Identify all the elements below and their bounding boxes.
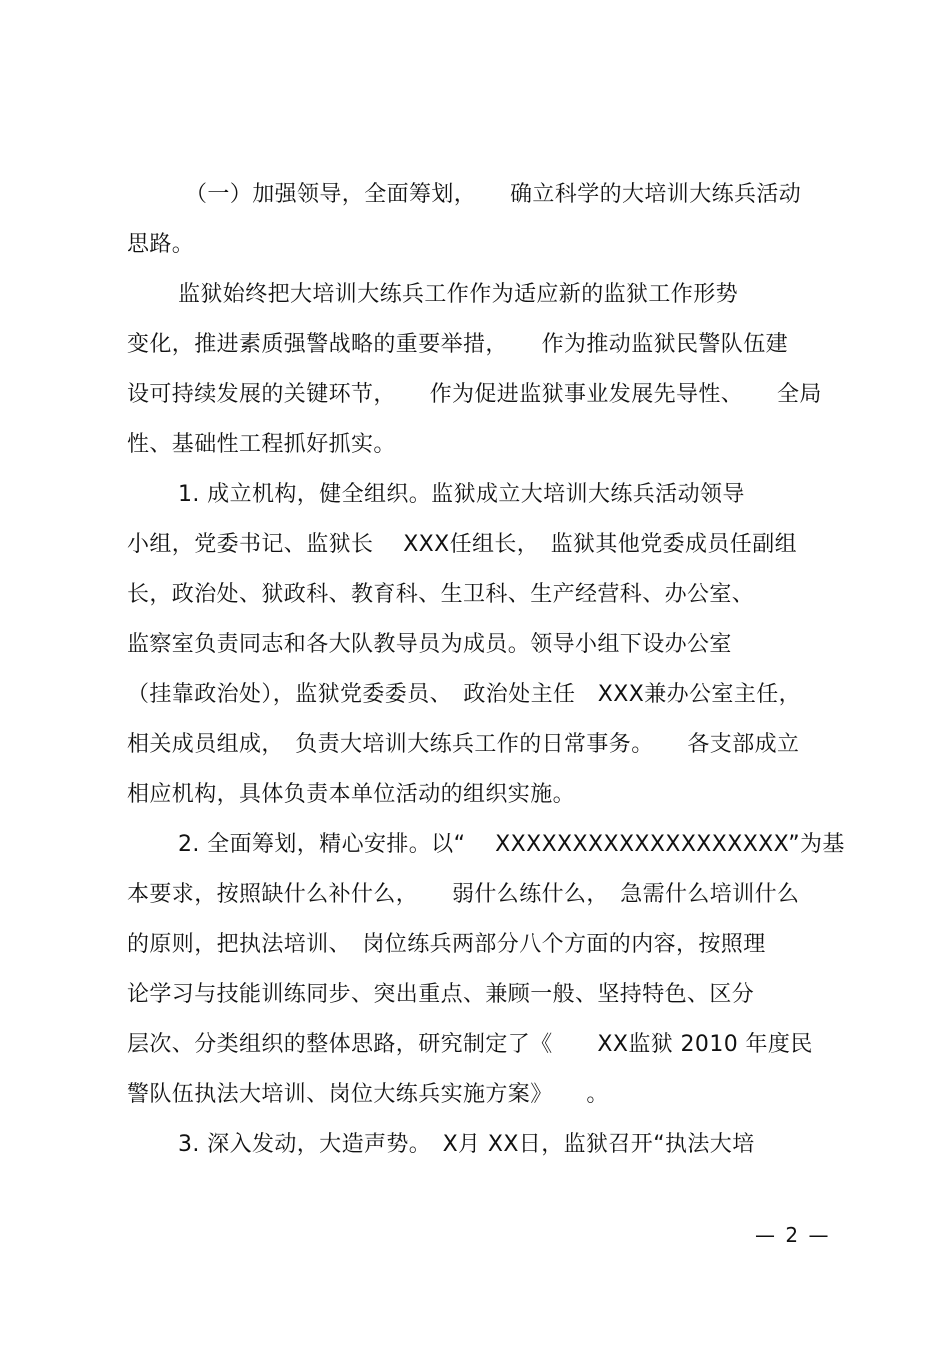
paragraph-line: 变化，推进素质强警战略的重要举措， 作为推动监狱民警队伍建 <box>127 332 789 357</box>
paragraph-line: 设可持续发展的关键环节， 作为促进监狱事业发展先导性、 全局 <box>127 382 822 407</box>
paragraph-line: 监察室负责同志和各大队教导员为成员。领导小组下设办公室 <box>127 632 732 657</box>
paragraph-line: 相关成员组成， 负责大培训大练兵工作的日常事务。 各支部成立 <box>127 732 800 757</box>
section-heading-line-2: 思路。 <box>127 232 195 257</box>
paragraph-line: 长，政治处、狱政科、教育科、生卫科、生产经营科、办公室、 <box>127 582 755 607</box>
paragraph-line: 小组，党委书记、监狱长 XXX任组长， 监狱其他党委成员任副组 <box>127 532 798 557</box>
paragraph-line: 1. 成立机构，健全组织。监狱成立大培训大练兵活动领导 <box>178 482 745 507</box>
paragraph-line: 监狱始终把大培训大练兵工作作为适应新的监狱工作形势 <box>178 282 739 307</box>
paragraph-line: 性、基础性工程抓好抓实。 <box>127 432 396 457</box>
section-heading-line-1: （一）加强领导，全面筹划， 确立科学的大培训大练兵活动 <box>185 182 802 207</box>
paragraph-line: 本要求，按照缺什么补什么， 弱什么练什么， 急需什么培训什么 <box>127 882 800 907</box>
paragraph-line: 论学习与技能训练同步、突出重点、兼顾一般、坚持特色、区分 <box>127 982 755 1007</box>
paragraph-line: 3. 深入发动，大造声势。 X月 XX日，监狱召开“执法大培 <box>178 1132 755 1157</box>
paragraph-line: 警队伍执法大培训、岗位大练兵实施方案》 。 <box>127 1082 609 1107</box>
paragraph-line: 相应机构，具体负责本单位活动的组织实施。 <box>127 782 576 807</box>
page-number: — 2 — <box>755 1223 831 1247</box>
paragraph-line: 2. 全面筹划，精心安排。以“ XXXXXXXXXXXXXXXXXXX”为基 <box>178 832 845 857</box>
paragraph-line: 的原则，把执法培训、 岗位练兵两部分八个方面的内容，按照理 <box>127 932 766 957</box>
paragraph-line: （挂靠政治处），监狱党委委员、 政治处主任 XXX兼办公室主任， <box>127 682 802 707</box>
paragraph-line: 层次、分类组织的整体思路，研究制定了《 XX监狱 2010 年度民 <box>127 1032 813 1057</box>
